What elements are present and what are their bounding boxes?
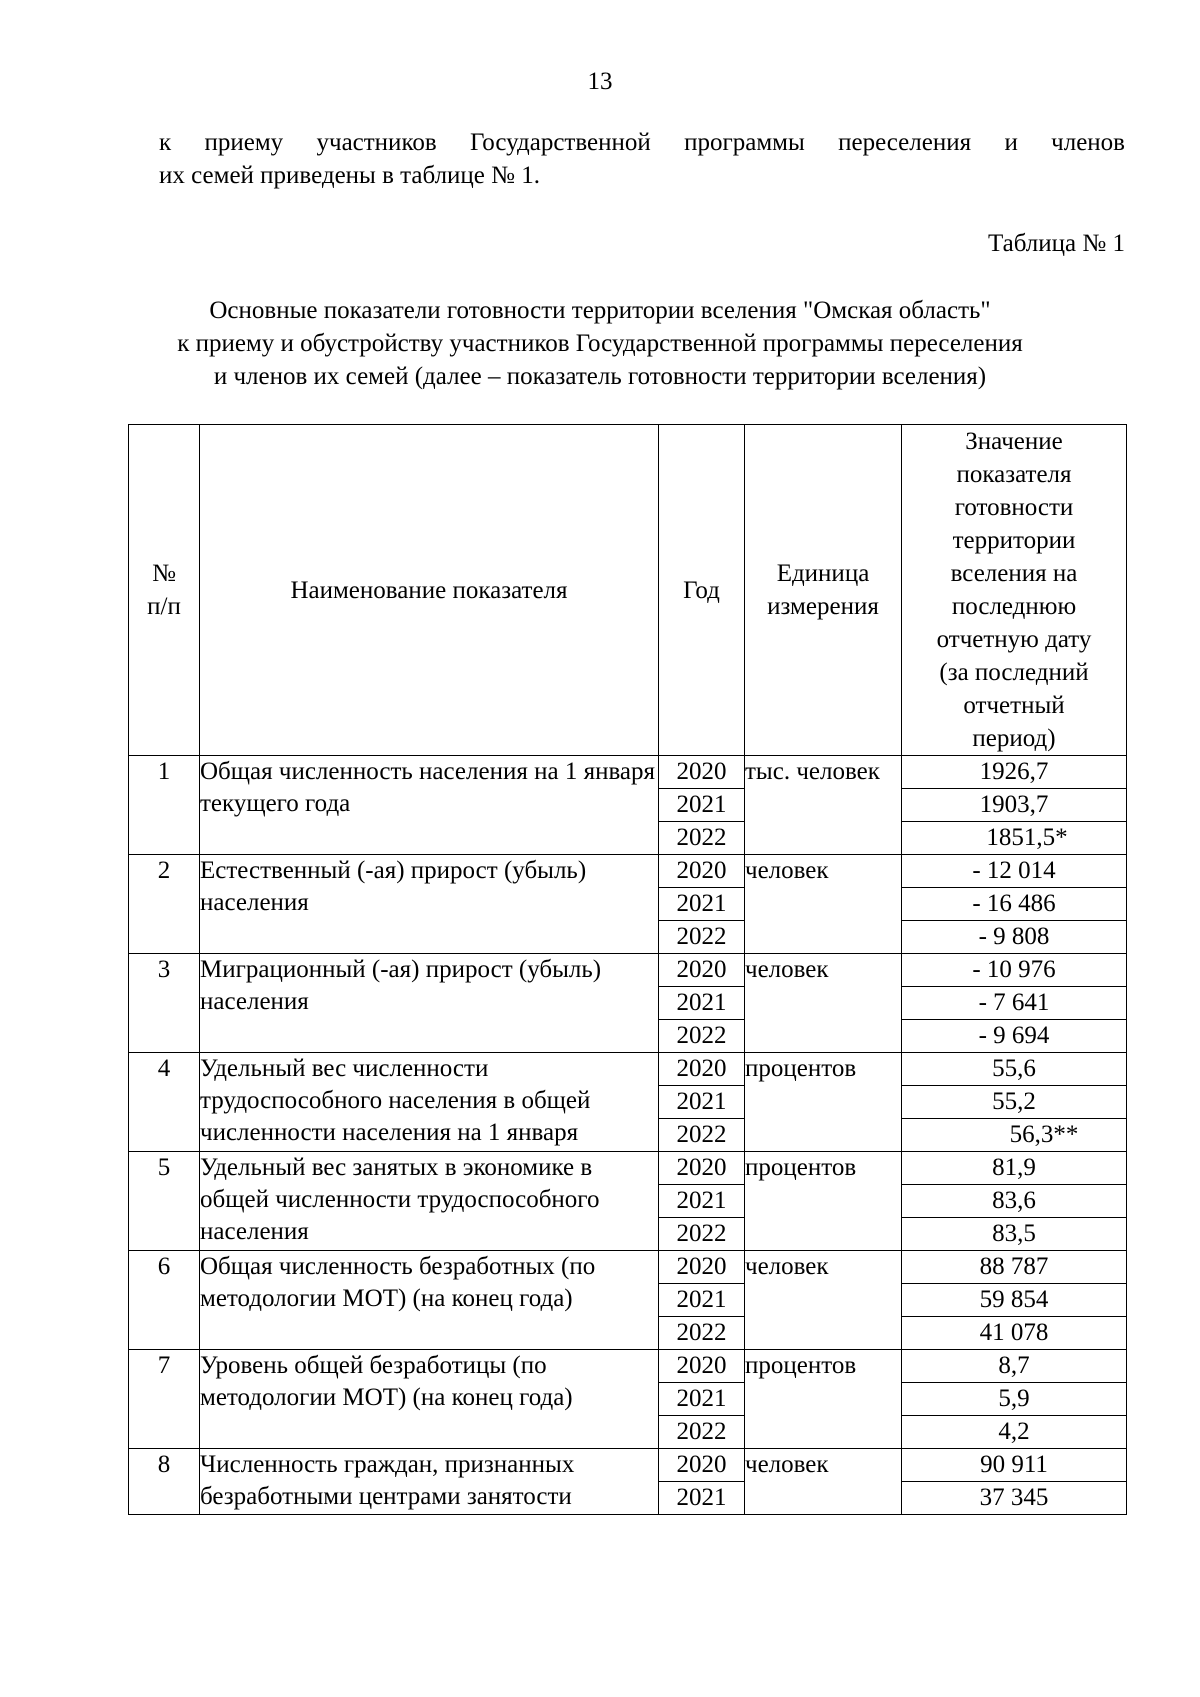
- header-name: Наименование показателя: [200, 425, 659, 756]
- year-cell: 2021: [659, 1284, 745, 1317]
- value-cell: 55,6: [902, 1053, 1127, 1086]
- intro-line-2: их семей приведены в таблице № 1.: [159, 162, 541, 189]
- row-number: 1: [129, 756, 200, 855]
- row-number: 8: [129, 1449, 200, 1515]
- year-cell: 2020: [659, 1350, 745, 1383]
- year-cell: 2022: [659, 1119, 745, 1152]
- table-title: [0, 294, 1200, 393]
- unit-cell: процентов: [745, 1152, 902, 1251]
- year-cell: 2022: [659, 1218, 745, 1251]
- intro-paragraph: [159, 126, 1125, 192]
- row-number: 7: [129, 1350, 200, 1449]
- year-cell: 2021: [659, 789, 745, 822]
- indicator-name: Общая численность безработных (по методологии МОТ) (на конец года): [200, 1251, 659, 1350]
- value-cell: 5,9: [902, 1383, 1127, 1416]
- year-cell: 2022: [659, 1020, 745, 1053]
- value-cell: 1926,7: [902, 756, 1127, 789]
- table-header-row: [129, 425, 1127, 756]
- value-cell: - 9 808: [902, 921, 1127, 954]
- table-row: [129, 756, 1127, 789]
- unit-cell: человек: [745, 855, 902, 954]
- header-year: Год: [659, 425, 745, 756]
- year-cell: 2021: [659, 1383, 745, 1416]
- value-cell: 55,2: [902, 1086, 1127, 1119]
- table-title-line-3: и членов их семей (далее – показатель готовности территории вселения): [213, 363, 987, 390]
- row-number: 4: [129, 1053, 200, 1152]
- value-cell: 81,9: [902, 1152, 1127, 1185]
- year-cell: 2021: [659, 987, 745, 1020]
- year-cell: 2022: [659, 1317, 745, 1350]
- year-cell: 2021: [659, 888, 745, 921]
- value-cell: 1903,7: [902, 789, 1127, 822]
- row-number: 5: [129, 1152, 200, 1251]
- year-cell: 2021: [659, 1086, 745, 1119]
- unit-cell: человек: [745, 1449, 902, 1515]
- unit-cell: человек: [745, 954, 902, 1053]
- value-cell: - 7 641: [902, 987, 1127, 1020]
- table-row: [129, 1350, 1127, 1383]
- intro-line-1: к приему участников Государственной программы переселения и членов: [159, 129, 1125, 156]
- value-cell: - 12 014: [902, 855, 1127, 888]
- row-number: 2: [129, 855, 200, 954]
- indicator-name: Уровень общей безработицы (по методологии МОТ) (на конец года): [200, 1350, 659, 1449]
- indicator-name: Удельный вес численности трудоспособного населения в общей численности населения на 1 января: [200, 1053, 659, 1152]
- year-cell: 2022: [659, 822, 745, 855]
- unit-cell: человек: [745, 1251, 902, 1350]
- value-cell: 83,6: [902, 1185, 1127, 1218]
- indicator-name: Общая численность населения на 1 января текущего года: [200, 756, 659, 855]
- value-cell: 59 854: [902, 1284, 1127, 1317]
- value-cell: 37 345: [902, 1482, 1127, 1515]
- indicators-table: [128, 424, 1127, 1515]
- table-row: [129, 954, 1127, 987]
- table-title-line-1: Основные показатели готовности территории вселения "Омская область": [209, 297, 991, 324]
- year-cell: 2020: [659, 855, 745, 888]
- table-row: [129, 855, 1127, 888]
- unit-cell: процентов: [745, 1350, 902, 1449]
- indicator-name: Миграционный (-ая) прирост (убыль) населения: [200, 954, 659, 1053]
- table-title-line-2: к приему и обустройству участников Государственной программы переселения: [177, 330, 1023, 357]
- page-number: 13: [587, 68, 613, 95]
- table-row: [129, 1251, 1127, 1284]
- value-cell: 8,7: [902, 1350, 1127, 1383]
- indicator-name: Численность граждан, признанных безработными центрами занятости: [200, 1449, 659, 1515]
- value-cell: 83,5: [902, 1218, 1127, 1251]
- value-cell: - 9 694: [902, 1020, 1127, 1053]
- table-label: Таблица № 1: [987, 230, 1125, 257]
- year-cell: 2020: [659, 1251, 745, 1284]
- year-cell: 2021: [659, 1185, 745, 1218]
- year-cell: 2021: [659, 1482, 745, 1515]
- table-row: [129, 1449, 1127, 1482]
- indicator-name: Естественный (-ая) прирост (убыль) населения: [200, 855, 659, 954]
- header-unit: Единица измерения: [745, 425, 902, 756]
- year-cell: 2020: [659, 1152, 745, 1185]
- year-cell: 2020: [659, 756, 745, 789]
- row-number: 6: [129, 1251, 200, 1350]
- unit-cell: тыс. человек: [745, 756, 902, 855]
- value-cell: 41 078: [902, 1317, 1127, 1350]
- indicator-name: Удельный вес занятых в экономике в общей численности трудоспособного населения: [200, 1152, 659, 1251]
- value-cell: 1851,5*: [902, 822, 1127, 855]
- year-cell: 2020: [659, 1053, 745, 1086]
- year-cell: 2020: [659, 954, 745, 987]
- value-cell: 88 787: [902, 1251, 1127, 1284]
- year-cell: 2022: [659, 1416, 745, 1449]
- value-cell: - 10 976: [902, 954, 1127, 987]
- value-cell: - 16 486: [902, 888, 1127, 921]
- header-value: Значение показателя готовности территории вселения на последнюю отчетную дату (за последний отчетный период): [902, 425, 1127, 756]
- unit-cell: процентов: [745, 1053, 902, 1152]
- header-num: № п/п: [129, 425, 200, 756]
- value-cell: 90 911: [902, 1449, 1127, 1482]
- row-number: 3: [129, 954, 200, 1053]
- value-cell: 56,3**: [902, 1119, 1127, 1152]
- year-cell: 2020: [659, 1449, 745, 1482]
- table-row: [129, 1152, 1127, 1185]
- table-row: [129, 1053, 1127, 1086]
- value-cell: 4,2: [902, 1416, 1127, 1449]
- year-cell: 2022: [659, 921, 745, 954]
